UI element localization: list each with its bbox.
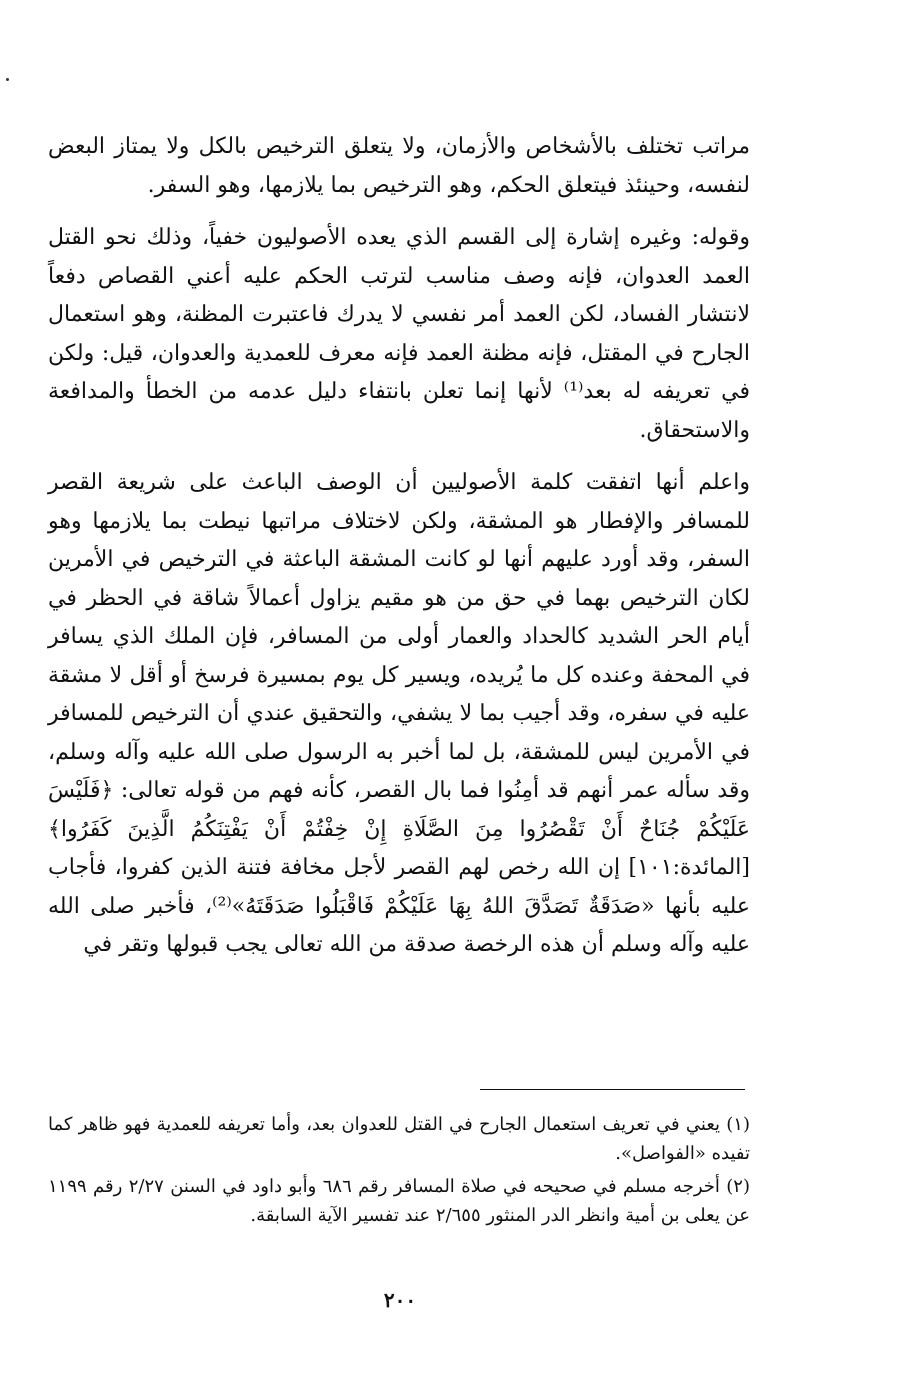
paragraph-1: مراتب تختلف بالأشخاص والأزمان، ولا يتعلق الترخيص بالكل ولا يمتاز البعض لنفسه، وحينئذ فيتعلق الحكم، وهو الترخيص بما يلازمها، وهو السفر. — [48, 134, 750, 198]
page-number: ٢٠٠ — [383, 1288, 417, 1312]
footnote-2: (٢) أخرجه مسلم في صحيحه في صلاة المسافر رقم ٦٨٦ وأبو داود في السنن ٢/٢٧ رقم ١١٩٩ عن يعلى بن أمية وانظر الدر المنثور ٢/٦٥٥ عند تفسير الآية السابقة. — [48, 1176, 750, 1226]
main-text — [48, 128, 750, 965]
footnote-separator — [480, 1089, 745, 1090]
paragraph-3: واعلم أنها اتفقت كلمة الأصوليين أن الوصف الباعث على شريعة القصر للمسافر والإفطار هو المشقة، ولكن لاختلاف مراتبها نيطت بما يلازمها وهو السفر، وقد أورد عليهم أنها لو كانت المشقة الباعثة في الترخيص في الأمرين لكان الترخيص بهما في حق من هو مقيم يزاول أعمالاً شاقة في الحظر في أيام الحر الشديد كالحداد والعمار أولى من المسافر، فإن الملك الذي يسافر في المحفة وعنده كل ما يُريده، ويسير كل يوم بمسيرة فرسخ أو أقل لا مشقة عليه في سفره، وقد أجيب بما لا يشفي، والتحقيق عندي أن الترخيص للمسافر في الأمرين ليس للمشقة، بل لما أخبر به الرسول صلى الله عليه وآله وسلم، وقد سأله عمر أنهم قد أمِنُوا فما بال القصر، كأنه فهم من قوله تعالى: ﴿فَلَيْسَ عَلَيْكُمْ جُنَاحٌ أَنْ تَقْصُرُوا مِنَ الصَّلَاةِ إِنْ خِفْتُمْ أَنْ يَفْتِنَكُمُ الَّذِينَ كَفَرُوا﴾ [المائدة:١٠١] إن الله رخص لهم القصر لأجل مخافة فتنة الذين كفروا، فأجاب عليه بأنها «صَدَقَةٌ تَصَدَّقَ اللهُ بِهَا عَلَيْكُمْ فَاقْبَلُوا صَدَقَتَهُ»⁽²⁾، فأخبر صلى الله عليه وآله وسلم أن هذه الرخصة صدقة من الله تعالى يجب قبولها وتقر في — [48, 470, 751, 957]
footnote-1: (١) يعني في تعريف استعمال الجارح في القتل للعدوان بعد، وأما تعريفه للعمدية فهو ظاهر كما تفيده «الفواصل». — [48, 1114, 750, 1164]
stray-mark — [6, 78, 9, 81]
paragraph-2: وقوله: وغيره إشارة إلى القسم الذي يعده الأصوليون خفياً، وذلك نحو القتل العمد العدوان، فإنه وصف مناسب لترتب الحكم عليه أعني القصاص دفعاً لانتشار الفساد، لكن العمد أمر نفسي لا يدرك فاعتبرت المظنة، وهو استعمال الجارح في المقتل، فإنه مظنة العمد فإنه معرف للعمدية والعدوان، قيل: ولكن في تعريفه له بعد⁽¹⁾ لأنها إنما تعلن بانتفاء دليل عدمه من الخطأ والمدافعة والاستحقاق. — [48, 225, 750, 443]
footnotes — [48, 1110, 750, 1234]
